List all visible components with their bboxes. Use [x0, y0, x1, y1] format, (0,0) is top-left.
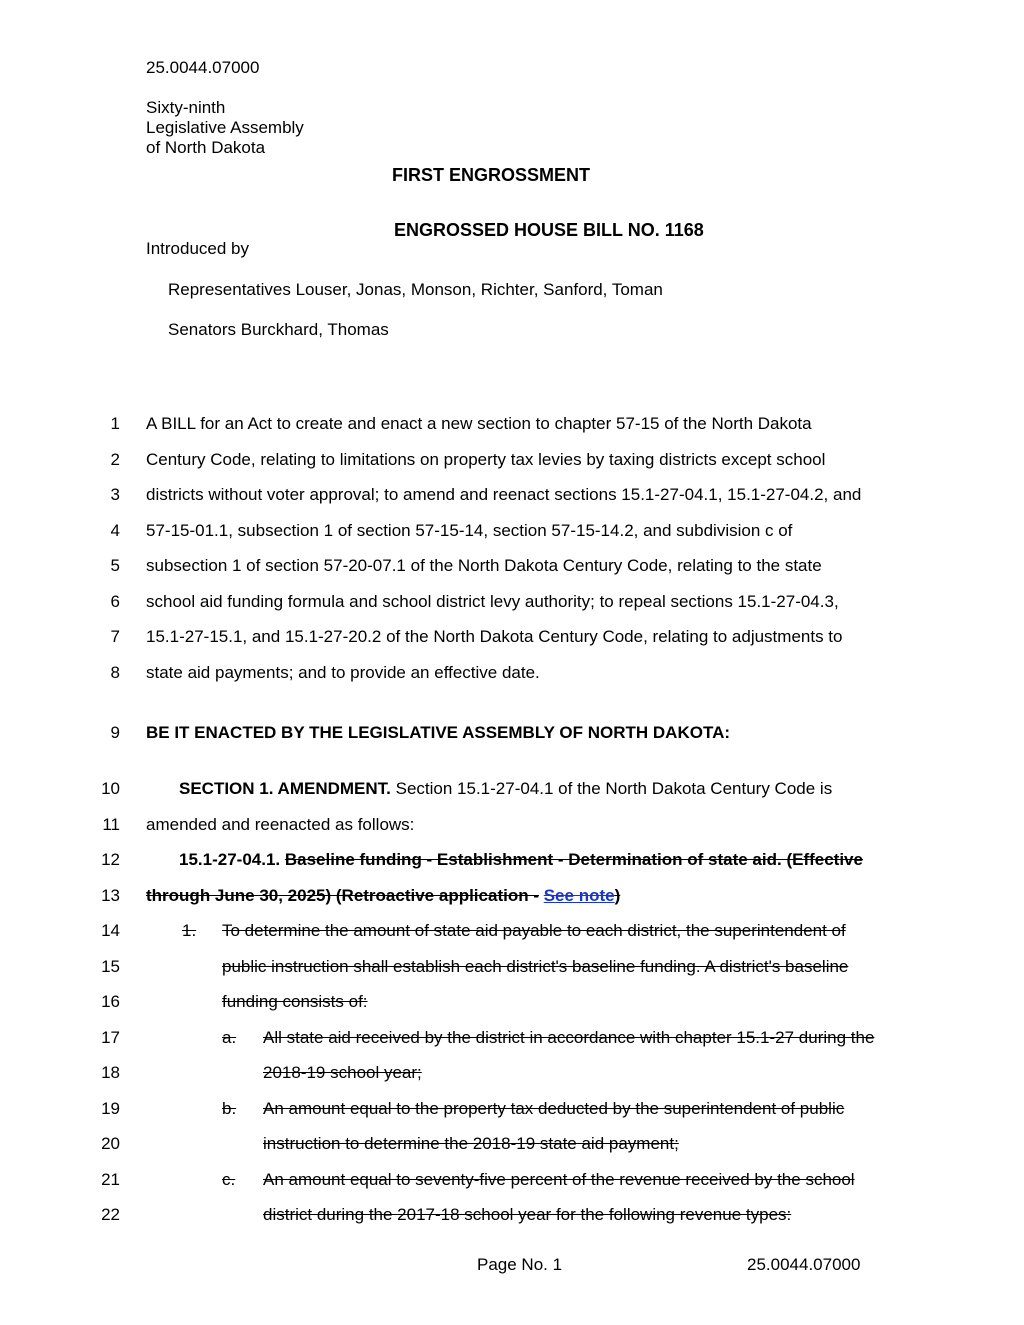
line-number: 8	[110, 663, 120, 682]
line-text: state aid payments; and to provide an effective date.	[146, 663, 540, 682]
line-text: school aid funding formula and school district levy authority; to repeal sections 15.1-27-04.3,	[146, 592, 839, 611]
subdivision-label: a.	[222, 1028, 237, 1047]
bill-code: 25.0044.07000	[146, 58, 260, 77]
line-number: 2	[110, 450, 120, 469]
engrossment-title: FIRST ENGROSSMENT	[392, 165, 591, 185]
assembly-line: Sixty-ninth	[146, 98, 226, 117]
line-number: 1	[110, 414, 120, 433]
line-number: 17	[101, 1028, 120, 1047]
line-number: 21	[101, 1170, 120, 1189]
struck-text: An amount equal to seventy-five percent of the revenue received by the school	[263, 1170, 855, 1189]
struck-paren: )	[614, 886, 621, 905]
sponsor-representatives: Representatives Louser, Jonas, Monson, Richter, Sanford, Toman	[168, 280, 663, 299]
line-number: 10	[101, 779, 120, 798]
code-section-number: 15.1-27-04.1.	[179, 850, 281, 869]
subdivision-label: b.	[222, 1099, 237, 1118]
line-number: 12	[101, 850, 120, 869]
struck-text: To determine the amount of state aid payable to each district, the superintendent of	[222, 921, 846, 940]
line-number: 14	[101, 921, 120, 940]
footer-bill-code: 25.0044.07000	[747, 1255, 861, 1274]
struck-text: An amount equal to the property tax deducted by the superintendent of public	[263, 1099, 845, 1118]
line-number: 11	[102, 815, 120, 834]
line-number: 19	[101, 1099, 120, 1118]
struck-text: All state aid received by the district in accordance with chapter 15.1-27 during the	[263, 1028, 875, 1047]
sponsor-senators: Senators Burckhard, Thomas	[168, 320, 389, 339]
struck-text: public instruction shall establish each district's baseline funding. A district's baseline	[222, 957, 849, 976]
struck-text: funding consists of:	[222, 992, 368, 1011]
introduced-by: Introduced by	[146, 239, 250, 258]
line-number: 13	[101, 886, 120, 905]
line-text: districts without voter approval; to amend and reenact sections 15.1-27-04.1, 15.1-27-04.2, and	[146, 485, 862, 504]
line-number: 22	[101, 1205, 120, 1224]
line-number: 6	[110, 592, 120, 611]
line-number: 3	[110, 485, 120, 504]
assembly-line: Legislative Assembly	[146, 118, 304, 137]
document-header	[146, 58, 304, 158]
enacting-clause: BE IT ENACTED BY THE LEGISLATIVE ASSEMBLY OF NORTH DAKOTA:	[146, 723, 731, 742]
line-text: 15.1-27-15.1, and 15.1-27-20.2 of the North Dakota Century Code, relating to adjustments to	[146, 627, 843, 646]
line-number: 16	[101, 992, 120, 1011]
line-text: subsection 1 of section 57-20-07.1 of the North Dakota Century Code, relating to the state	[146, 556, 822, 575]
section-label: SECTION 1. AMENDMENT.	[179, 779, 391, 798]
line-number: 7	[110, 627, 120, 646]
struck-heading: through June 30, 2025) (Retroactive application -	[146, 886, 539, 905]
subdivision-label: c.	[222, 1170, 236, 1189]
line-number: 9	[110, 723, 120, 742]
line-text: 57-15-01.1, subsection 1 of section 57-15-14, section 57-15-14.2, and subdivision c of	[146, 521, 793, 540]
page-number: Page No. 1	[477, 1255, 563, 1274]
section-text: Section 15.1-27-04.1 of the North Dakota Century Code is	[390, 779, 833, 798]
section-heading	[179, 778, 832, 800]
struck-text: district during the 2017-18 school year for the following revenue types:	[263, 1205, 792, 1224]
struck-heading: Baseline funding - Establishment - Determination of state aid. (Effective	[284, 850, 863, 869]
struck-text: instruction to determine the 2018-19 state aid payment;	[263, 1134, 679, 1153]
subsection-label: 1.	[182, 921, 197, 940]
struck-text: 2018-19 school year;	[263, 1063, 422, 1082]
code-section-heading-cont	[146, 885, 620, 907]
see-note-link[interactable]: See note	[543, 886, 615, 905]
bill-title: ENGROSSED HOUSE BILL NO. 1168	[394, 220, 704, 240]
line-number: 15	[101, 957, 120, 976]
line-number: 5	[110, 556, 120, 575]
line-number: 20	[101, 1134, 120, 1153]
line-text: amended and reenacted as follows:	[146, 815, 415, 834]
line-number: 18	[101, 1063, 120, 1082]
line-text: Century Code, relating to limitations on property tax levies by taxing districts except school	[146, 450, 826, 469]
assembly-line: of North Dakota	[146, 138, 266, 157]
line-number: 4	[110, 521, 120, 540]
line-text: A BILL for an Act to create and enact a new section to chapter 57-15 of the North Dakota	[146, 414, 812, 433]
code-section-heading	[179, 849, 863, 871]
